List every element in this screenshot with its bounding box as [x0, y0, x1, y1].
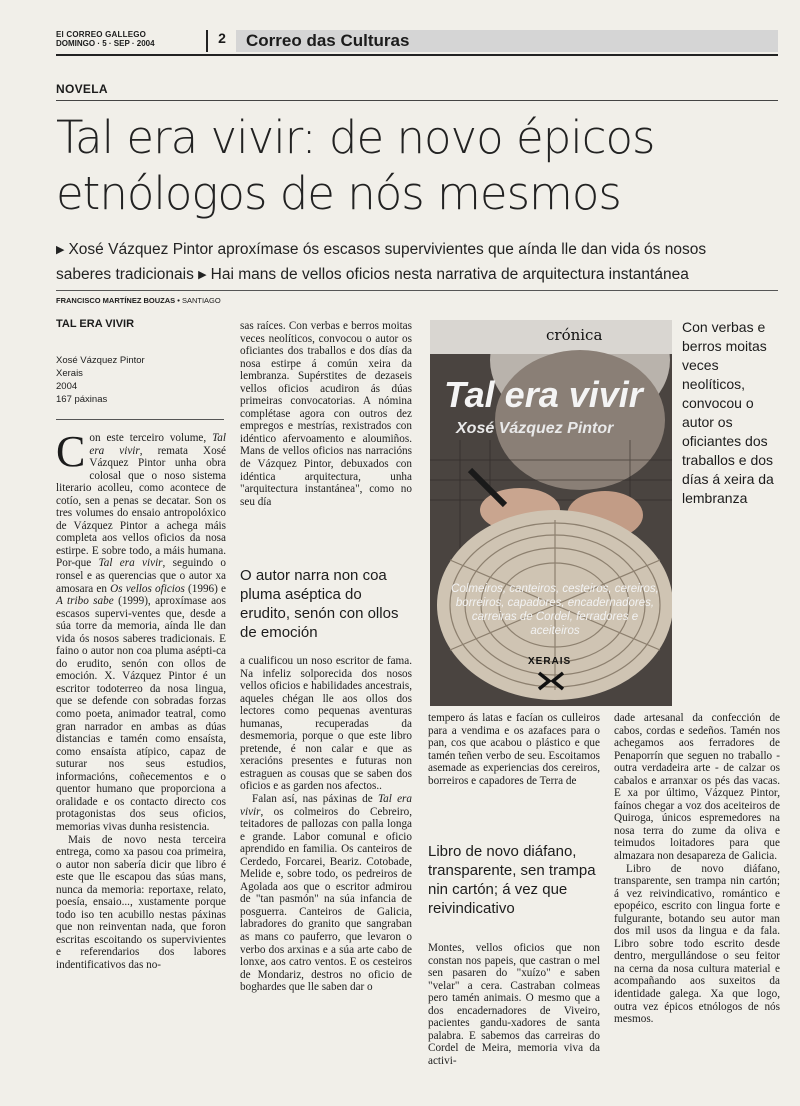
deck-text-3: Hai mans de vellos oficios nesta narrativa de arquitectura instantánea: [210, 266, 689, 283]
cover-subtitle: Colmeiros, canteiros, cesteiros, cereiros, borreiros, capadores, encadernadores, carreiras de Cordel, ferradores e aceiteiros: [451, 583, 659, 637]
body-paragraph: Montes, vellos oficios que non constan nos papeis, que castran o mel sen pasaren do "xuízo" e saben "velar" a cera. Castraban colmeas pero tamén animais. O mesmo que a dos encadernadores de Viveiro, pacientes gandu-xadores de santa palabra. E sabemos das carreiras do Cordel de Meira, memoria viva da activi-: [428, 942, 600, 1067]
book-year: 2004: [56, 381, 78, 392]
issue-date: DOMINGO · 5 · SEP · 2004: [56, 39, 155, 48]
body-paragraph: Con este terceiro volume, Tal era vivir, remata Xosé Vázquez Pintor unha obra colosal que o noso sistema literario acolleu, como acontece de cotío, sen a penas se decatar. Son os tres volumes do ensaio antropolóxico de Vázquez Pintor a achega máis completa aos vellos oficios da nosa estirpe. E sobre todo, a máis humana. Por-que Tal era vivir, seguindo o ronsel e as querencias que o autor xa amosara en Os vellos oficios (1996) e A tribo sabe (1999), aproxímase aos escasos supervi-ventes que, desde a súa torre da memoria, aínda lle dan vida ós nosos saberes tradicionais. E faino o autor non coa pluma asépti-ca do erudito, senón con ollos de emoción. X. Vázquez Pintor é un escritor todoterreo da nosa lingua, que se defende con sobradas forzas como poeta, animador teatral, como gran narrador en ambas as dúas distancias e tamén como ensaísta, como ensaísta atípico, capaz de suturar nos seus estudios, informacións, coñecementos e o quentor humano que proporciona a oralidade e os contacto directo cos protagonistas dos seus oficios, memorias vivas dunha resistencia.: [56, 427, 227, 833]
deck-line-1: [56, 238, 780, 263]
cover-title: Tal era vivir: [444, 374, 643, 415]
headline-line-2: etnólogos de nós mesmos: [56, 167, 621, 220]
body-column-2-lower: [240, 655, 412, 994]
body-paragraph: Falan así, nas páxinas de Tal era vivir, os colmeiros do Cebreiro, teitadores de pallozas con palla longa e grande. Labor comunal e oficio aprendido en familia. Os canteiros de Cerdedo, Forcarei, Beariz. Cotobade, Melide e, sobre todo, os pedreiros de Agolada aos que o escritor admirou de "tan pasmón" na súa infancia de posguerra. Canteiros de Galicia, labradores do granito que sangraban as mans co pauferro, que levaron o verbo dos arxinas e a súa arte cabo de lonxe, aos catro ventos. E os cesteiros de Mondariz, destros no oficio de boghardes que lle saben dar o: [240, 793, 412, 994]
cover-series-label: crónica: [546, 326, 603, 344]
supplement-title: Correo das Culturas: [246, 31, 410, 50]
book-author: Xosé Vázquez Pintor: [56, 355, 145, 366]
section-rule: [56, 100, 778, 101]
deck-text-1: Xosé Vázquez Pintor aproxímase ós escasos supervivientes que aínda lle dan vida ós nosos: [68, 241, 707, 258]
cover-author: Xosé Vázquez Pintor: [456, 420, 614, 437]
body-paragraph: sas raíces. Con verbas e berros moitas veces neolíticos, convocou o autor os oficiantes dos traballos e dos días da nosa estirpe á común xeira da lembranza. Supérstites de dezaseis vellos oficios acudiron ás dúas primeiras convocatorias. A nómina complétase agora con outros dez empregos e mestrías, rexistrados con idéntico afervoamento e aloumiños. Mans de vellos oficios nas narracións de Vázquez Pintor, debuxados con idéntica arquitectura, unha "arquitectura instantánea", como no seu día: [240, 320, 412, 508]
body-column-2: [240, 320, 412, 508]
masthead-rule: [56, 54, 778, 56]
body-column-4: [614, 712, 780, 1026]
body-column-1: [56, 427, 227, 972]
newspaper-name: El CORREO GALLEGO: [56, 30, 147, 39]
body-column-3: [428, 712, 600, 787]
deck-rule: [56, 290, 778, 291]
byline-location: SANTIAGO: [181, 296, 221, 305]
headline-line-1: Tal era vivir: de novo épicos: [56, 111, 655, 164]
byline: FRANCISCO MARTÍNEZ BOUZAS • SANTIAGO: [56, 296, 221, 305]
body-paragraph: a cualificou un noso escritor de fama. Na infeliz solporecida dos nosos vellos oficios e habilidades ancestrais, aqueles chégan lle aos ollos dos lectores como pequenas aventuras humanas, recuperadas da desmemoria, porque o que este libro pretende, é non calar e que as xeracións presentes e futuras non estraguen as cousas que se saben dos oficios e as garden nos afectos..: [240, 655, 412, 793]
body-paragraph: Mais de novo nesta terceira entrega, como xa pasou coa primeira, o autor non sabería dicir que libro é este que lle escapou das súas mans, nunca da memoria: reportaxe, relato, poesía, ensaio..., xustamente porque todo iso ten acubillo nestas páxinas que non reinventan nada, que foron escritas escoitando os supervivientes e referendarios dos labores indentificativos das no-: [56, 833, 226, 971]
xerais-logo-icon: [536, 670, 566, 692]
pull-quote: Libro de novo diáfano, transparente, sen trampa nin cartón; á vez que reivindicativo: [428, 843, 596, 917]
pull-quote: Con verbas e berros moitas veces neolíticos, convocou o autor os oficiantes dos traballos e dos días á xeira da lembranza: [682, 319, 774, 506]
byline-author: FRANCISCO MARTÍNEZ BOUZAS: [56, 296, 176, 305]
deck-line-2: [56, 263, 780, 288]
book-cover-image: [430, 320, 672, 706]
body-paragraph: tempero ás latas e facían os culleiros para a vendima e os azafaces para o pan, cos que acabou o plástico e que tamén teñen verbo de seu. Escoitamos asemade as experiencias dos cereiros, borreiros e capadores de Terra de: [428, 712, 600, 787]
book-card-info: [56, 354, 145, 406]
body-column-3-lower: [428, 942, 600, 1067]
body-paragraph: dade artesanal da confección de cabos, cordas e sedeños. Tamén nos achegamos aos ferradores de Penaporrín que seguen no traballo - outra verdadeira arte - de calzar os cabalos e arranxar os pés das vacas. E xa por último, Vázquez Pintor, faínos chegar a voz dos aceiteiros de Quiroga, únicos espremedores na nosa terra do zume da oliva e teimudos loitadores para que almazara non desapareza de Galicia.: [614, 712, 780, 863]
pull-quote: O autor narra non coa pluma aséptica do erudito, senón con ollos de emoción: [240, 567, 399, 641]
drop-cap: C: [56, 427, 86, 476]
book-card-rule: [56, 419, 224, 420]
page-number: 2: [218, 30, 226, 46]
section-label: NOVELA: [56, 82, 108, 96]
body-paragraph: Libro de novo diáfano, transparente, sen trampa nin cartón; á vez reivindicativo, romántico e epopéico, escrito con lingua forte e fulgurante, botando seu autor man dos mil usos da lingua e da fala. Libro sobre todo escrito desde dentro, mergullándose o seu feitor na cerna da nosa cultura material e acompañando aos suxeitos da identidade galega. Xa que logo, outra vez épicos etnólogos de nós mesmos.: [614, 862, 780, 1026]
cover-publisher: XERAIS: [528, 656, 572, 667]
masthead-divider: [206, 30, 208, 52]
headline: [56, 110, 776, 222]
book-publisher: Xerais: [56, 368, 83, 379]
book-card-title: TAL ERA VIVIR: [56, 318, 135, 330]
triangle-bullet-icon: ▶: [56, 244, 65, 256]
deck: [56, 238, 780, 288]
masthead: [56, 30, 778, 56]
triangle-bullet-icon: ▶: [198, 269, 207, 281]
book-pages: 167 páxinas: [56, 394, 108, 405]
deck-text-2: saberes tradicionais: [56, 266, 194, 283]
